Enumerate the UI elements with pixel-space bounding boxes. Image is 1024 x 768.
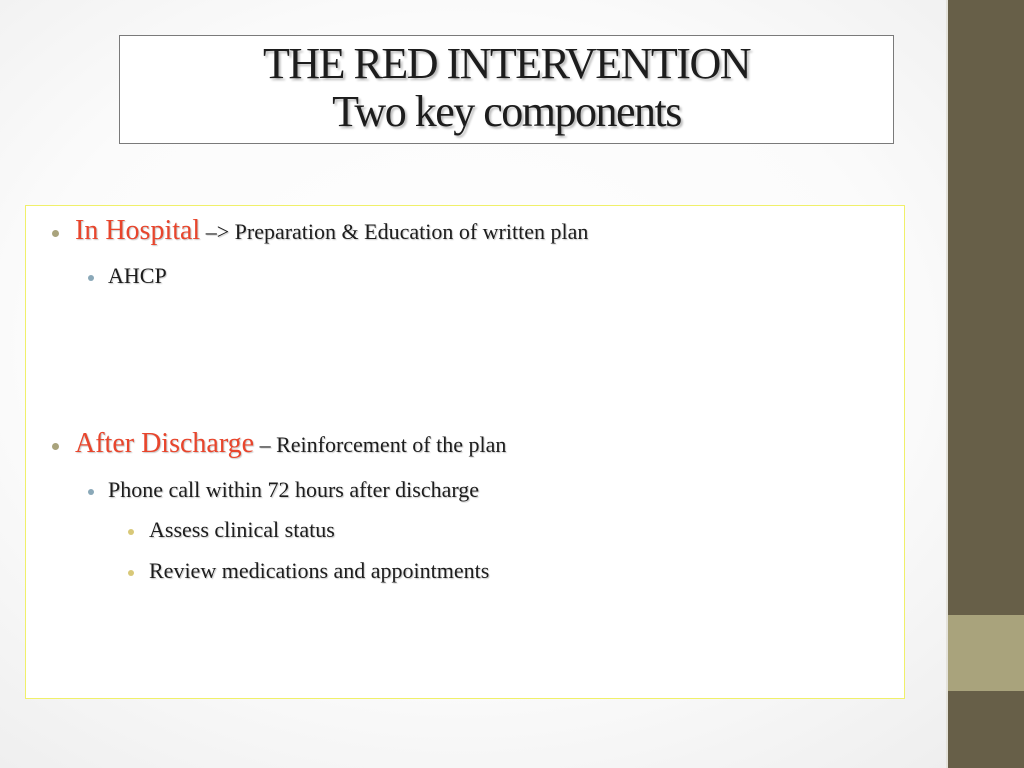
sub-sub-bullet-icon xyxy=(128,529,134,535)
sub-bullet-ahcp: AHCP xyxy=(108,263,167,288)
sub-bullet-phone-call: Phone call within 72 hours after discharge xyxy=(108,477,480,502)
sub-sub-bullet-icon xyxy=(128,570,134,576)
section-heading: In Hospital xyxy=(75,215,201,246)
bullet-icon xyxy=(52,230,59,237)
section-heading: After Discharge xyxy=(75,428,255,459)
bullet-after-discharge xyxy=(75,428,506,460)
slide-subtitle: Two key components xyxy=(332,87,681,136)
bullet-icon xyxy=(52,443,59,450)
section-detail: – Reinforcement of the plan xyxy=(254,432,507,457)
sub-sub-bullet-assess: Assess clinical status xyxy=(149,517,335,542)
sub-bullet-icon xyxy=(88,275,94,281)
title-box xyxy=(119,35,894,144)
bullet-in-hospital xyxy=(75,215,588,247)
slide-title: THE RED INTERVENTION xyxy=(262,39,751,88)
sub-bullet-icon xyxy=(88,489,94,495)
side-decoration-accent xyxy=(948,615,1024,691)
sub-sub-bullet-review: Review medications and appointments xyxy=(149,558,490,583)
section-detail: –> Preparation & Education of written plan xyxy=(200,219,589,244)
